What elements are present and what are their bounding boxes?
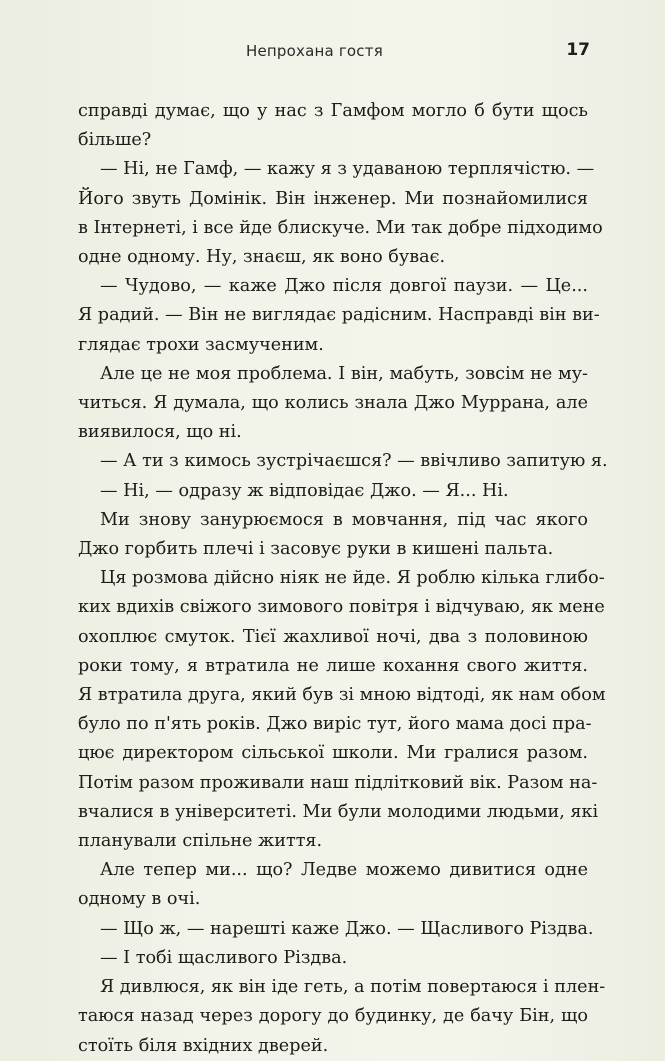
page-number: 17 (566, 40, 590, 60)
text-line: — Чудово, — каже Джо після довгої паузи. — Це... (100, 276, 588, 297)
text-line: глядає трохи засмученим. (78, 334, 324, 355)
text-line: — Ні, — одразу ж відповідає Джо. — Я... Ні. (100, 480, 509, 501)
text-line: Я втратила друга, який був зі мною відтоді, як нам обом (78, 685, 606, 706)
text-line: — Що ж, — нарешті каже Джо. — Щасливого Різдва. (100, 918, 594, 939)
paragraph (78, 944, 588, 973)
text-line: роки тому, я втратила не лише кохання свого життя. (78, 655, 588, 676)
text-line: Але тепер ми... що? Ледве можемо дивитися одне (100, 860, 588, 881)
text-line: Я радий. — Він не виглядає радісним. Насправді він ви- (78, 305, 600, 326)
text-line: справді думає, що у нас з Гамфом могло б бути щось (78, 101, 588, 121)
paragraph (78, 973, 606, 1061)
text-line: таюся назад через дорогу до будинку, де бачу Бін, що (78, 1006, 588, 1027)
text-line: — Ні, не Гамф, — кажу я з удаваною терплячістю. — (100, 159, 595, 180)
paragraph (78, 506, 588, 564)
running-title: Непрохана гостя (246, 42, 383, 60)
text-line: було по п'ять років. Джо виріс тут, його мама досі пра- (78, 714, 592, 735)
text-line: планували спільне життя. (78, 831, 323, 852)
text-line: Його звуть Домінік. Він інженер. Ми познайомилися (78, 188, 588, 209)
paragraph (78, 477, 588, 506)
text-line: охоплює смуток. Тієї жахливої ночі, два з половиною (78, 626, 588, 647)
text-line: Ця розмова дійсно ніяк не йде. Я роблю кілька глибо- (100, 568, 605, 589)
paragraph (78, 155, 603, 272)
text-line: Але це не моя проблема. І він, мабуть, зовсім не му- (100, 363, 588, 384)
paragraph (78, 447, 608, 476)
text-line: ких вдихів свіжого зимового повітря і відчуваю, як мене (78, 597, 605, 618)
paragraph (78, 360, 588, 448)
text-line: вчалися в університеті. Ми були молодими людьми, які (78, 801, 599, 822)
running-head (0, 42, 665, 66)
text-line: — А ти з кимось зустрічаєшся? — ввічливо запитую я. (100, 451, 608, 472)
text-line: читься. Я думала, що колись знала Джо Муррана, але (78, 393, 588, 414)
text-line: цює директором сільської школи. Ми гралися разом. (78, 743, 588, 764)
text-line: одне одному. Ну, знаєш, як воно буває. (78, 247, 446, 268)
paragraph (78, 97, 588, 155)
text-line: Ми знову занурюємося в мовчання, під час якого (100, 509, 588, 530)
text-line: в Інтернеті, і все йде блискуче. Ми так добре підходимо (78, 217, 603, 238)
text-line: Я дивлюся, як він іде геть, а потім повертаюся і плен- (100, 977, 606, 998)
text-line: більше? (78, 130, 152, 151)
body-text (78, 97, 608, 1061)
text-line: виявилося, що ні. (78, 422, 242, 443)
paragraph (78, 856, 588, 914)
text-line: стоїть біля вхідних дверей. (78, 1035, 329, 1056)
text-line: — І тобі щасливого Різдва. (100, 947, 348, 968)
paragraph (78, 272, 600, 360)
text-line: Потім разом проживали наш підлітковий вік. Разом на- (78, 772, 598, 793)
paragraph (78, 915, 594, 944)
paragraph (78, 564, 606, 856)
text-line: одному в очі. (78, 889, 201, 910)
text-line: Джо горбить плечі і засовує руки в кишені пальта. (78, 539, 554, 560)
